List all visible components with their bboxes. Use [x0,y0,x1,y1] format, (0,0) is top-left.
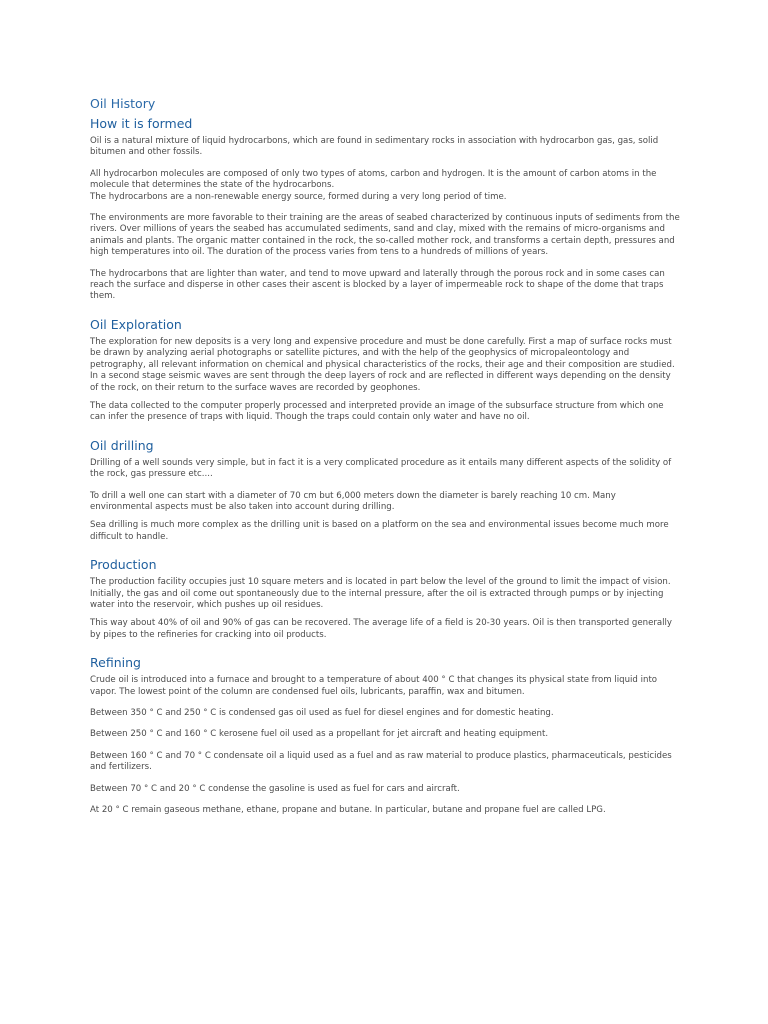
document-title: Oil History [90,96,156,111]
paragraph: The environments are more favorable to their training are the areas of seabed characterized by continuous inputs of sediments from the rivers. Over millions of years the seabed has accumulated sediments, sand and clay, mixed with the remains of micro-organisms and animals and plants. The organic matter contained in the rock, the so-called mother rock, and transforms a certain depth, pressures and high temperatures into oil. The duration of the process varies from tens to a hundreds of millions of years. [90,213,680,258]
paragraph: At 20 ° C remain gaseous methane, ethane, propane and butane. In particular, butane and propane fuel are called LPG. [90,805,606,816]
section-heading: Refining [90,655,141,671]
section-refining [90,655,680,816]
paragraph: Crude oil is introduced into a furnace and brought to a temperature of about 400 ° C that changes its physical state from liquid into vapor. The lowest point of the column are condensed fuel oils, lubricants, paraffin, wax and bitumen. [90,675,658,697]
paragraph: The hydrocarbons are a non-renewable energy source, formed during a very long period of time. [90,191,507,202]
paragraph: The production facility occupies just 10 square meters and is located in part below the level of the ground to limit the impact of vision. Initially, the gas and oil come out spontaneously due to the internal pressure, after the oil is extracted through pumps or by injecting water into the reservoir, which pushes up oil residues. [90,577,671,610]
document-page [90,96,680,830]
paragraph: Oil is a natural mixture of liquid hydrocarbons, which are found in sedimentary rocks in association with hydrocarbon gas, gas, solid bitumen and other fossils. [90,136,659,158]
paragraph: The exploration for new deposits is a very long and expensive procedure and must be done carefully. First a map of surface rocks must be drawn by analyzing aerial photographs or satellite pictures, and with the help of the geophysics of micropaleontology and petrography, all relevant information on chemical and physical characteristics of the rocks, their age and their composition are studied. In a second stage seismic waves are sent through the deep layers of rock and are reflected in different ways depending on the density of the rock, on their return to the surface waves are recorded by geophones. [90,336,675,393]
section-production [90,557,680,641]
section-heading: Oil Exploration [90,316,182,332]
paragraph: This way about 40% of oil and 90% of gas can be recovered. The average life of a field is 20-30 years. Oil is then transported generally by pipes to the refineries for cracking into oil products. [90,618,673,640]
section-how-it-is-formed [90,116,680,303]
paragraph: Between 350 ° C and 250 ° C is condensed gas oil used as fuel for diesel engines and for domestic heating. [90,708,554,718]
paragraph: Between 70 ° C and 20 ° C condense the gasoline is used as fuel for cars and aircraft. [90,783,460,794]
paragraph: All hydrocarbon molecules are composed of only two types of atoms, carbon and hydrogen. It is the amount of carbon atoms in the molecule that determines the state of the hydrocarbons. [90,168,657,191]
paragraph: The data collected to the computer properly processed and interpreted provide an image of the subsurface structure from which one can infer the presence of traps with liquid. Though the traps could contain only water and have no oil. [90,400,664,423]
paragraph: Sea drilling is much more complex as the drilling unit is based on a platform on the sea and environmental issues become much more difficult to handle. [90,520,669,542]
paragraph: Between 250 ° C and 160 ° C kerosene fuel oil used as a propellant for jet aircraft and heating equipment. [90,729,549,740]
paragraph: The hydrocarbons that are lighter than water, and tend to move upward and laterally through the porous rock and in some cases can reach the surface and disperse in other cases their ascent is blocked by a layer of impermeable rock to shape of the dome that traps them. [90,268,665,302]
section-oil-drilling [90,438,680,543]
section-heading: Production [90,557,157,573]
paragraph: Between 160 ° C and 70 ° C condensate oil a liquid used as a fuel and as raw material to produce plastics, pharmaceuticals, pesticides and fertilizers. [90,750,672,773]
paragraph: To drill a well one can start with a diameter of 70 cm but 6,000 meters down the diameter is barely reaching 10 cm. Many environmental aspects must be also taken into account during drilling. [90,490,616,512]
section-heading: Oil drilling [90,437,154,453]
section-heading: How it is formed [90,116,193,131]
paragraph: Drilling of a well sounds very simple, but in fact it is a very complicated procedure as it entails many different aspects of the solidity of the rock, gas pressure etc.... [90,457,672,480]
section-oil-exploration [90,317,680,424]
